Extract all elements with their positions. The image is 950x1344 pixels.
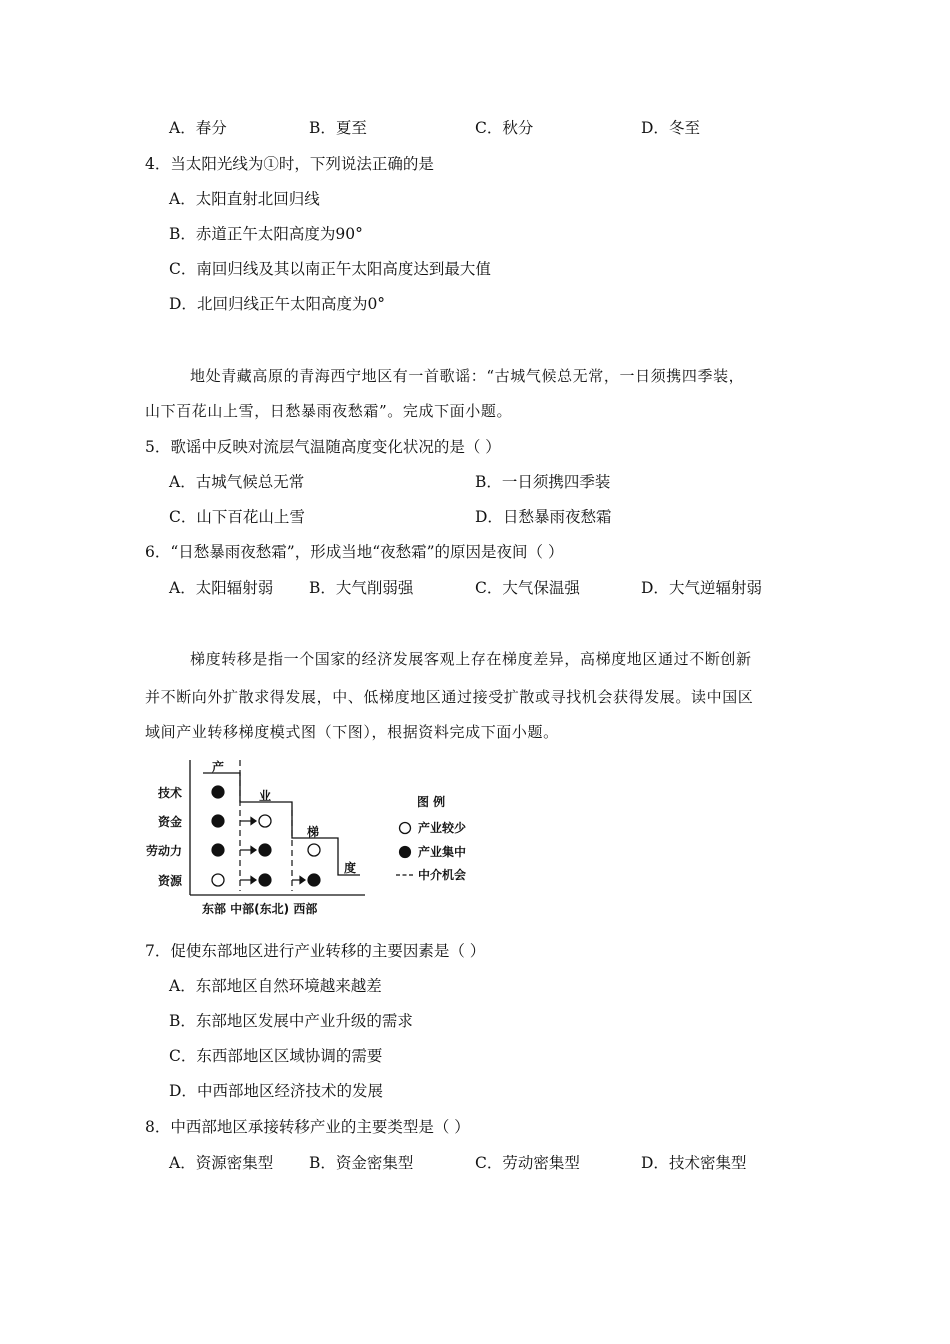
east-labor-dot [212,844,224,856]
legend-item-few: 产业较少 [418,821,467,835]
q3-option-c: C．秋分 [475,119,534,137]
legend-item-intermediary: 中介机会 [418,868,467,882]
passage2-line2: 并不断向外扩散求得发展，中、低梯度地区通过接受扩散或寻找机会获得发展。读中国区 [145,688,754,706]
row-label-resource: 资源 [158,874,183,888]
q8-option-d: D．技术密集型 [641,1154,747,1172]
q7-option-d: D．中西部地区经济技术的发展 [169,1082,383,1100]
row-label-capital: 资金 [158,815,183,829]
west-labor-dot [308,844,320,856]
q6-stem: 6．“日愁暴雨夜愁霜”，形成当地“夜愁霜”的原因是夜间（ ） [145,543,564,561]
legend-open-circle-icon [400,823,411,834]
q8-stem: 8．中西部地区承接转移产业的主要类型是（ ） [145,1118,470,1136]
q4-option-a: A．太阳直射北回归线 [169,190,320,208]
q4-option-b: B．赤道正午太阳高度为90° [169,225,363,243]
q4-option-c: C．南回归线及其以南正午太阳高度达到最大值 [169,260,491,278]
q3-option-b: B．夏至 [309,119,367,137]
q3-option-d: D．冬至 [641,119,700,137]
passage1-line2: 山下百花山上雪，日愁暴雨夜愁霜”。完成下面小题。 [145,402,513,420]
step-label-ti: 梯 [307,825,320,839]
passage2-line1: 梯度转移是指一个国家的经济发展客观上存在梯度差异，高梯度地区通过不断创新 [190,650,752,668]
q3-option-a: A．春分 [169,119,227,137]
q4-stem: 4．当太阳光线为①时，下列说法正确的是 [145,155,434,173]
east-tech-dot [212,786,224,798]
q8-option-c: C．劳动密集型 [475,1154,580,1172]
x-axis-label: 东部 中部(东北) 西部 [202,902,318,916]
central-resource-dot [259,874,271,886]
q6-option-c: C．大气保温强 [475,579,580,597]
q5-option-a: A．古城气候总无常 [169,473,305,491]
passage2-line3: 域间产业转移梯度模式图（下图），根据资料完成下面小题。 [145,723,559,741]
q8-option-a: A．资源密集型 [169,1154,274,1172]
legend-filled-circle-icon [400,847,411,858]
q5-option-b: B．一日须携四季装 [475,473,611,491]
q6-option-d: D．大气逆辐射弱 [641,579,762,597]
step-label-ye: 业 [259,789,272,803]
west-resource-dot [308,874,320,886]
q7-stem: 7．促使东部地区进行产业转移的主要因素是（ ） [145,942,486,960]
arrow-resource-east-head [251,877,256,884]
arrow-capital-east-head [251,818,256,825]
q8-option-b: B．资金密集型 [309,1154,414,1172]
passage1-line1: 地处青藏高原的青海西宁地区有一首歌谣：“古城气候总无常，一日须携四季装， [190,367,745,385]
legend-item-concentrated: 产业集中 [418,845,467,859]
gradient-staircase [203,773,360,875]
arrow-resource-central-head [300,877,305,884]
q7-option-a: A．东部地区自然环境越来越差 [169,977,382,995]
central-capital-dot [259,815,271,827]
arrow-labor-east-head [251,847,256,854]
q6-option-b: B．大气削弱强 [309,579,414,597]
row-label-labor: 劳动力 [146,844,183,858]
q6-option-a: A．太阳辐射弱 [169,579,274,597]
q5-option-d: D．日愁暴雨夜愁霜 [475,508,612,526]
q7-option-c: C．东西部地区区域协调的需要 [169,1047,383,1065]
q4-option-d: D．北回归线正午太阳高度为0° [169,295,386,313]
q5-stem: 5．歌谣中反映对流层气温随高度变化状况的是（ ） [145,438,501,456]
step-label-chan: 产 [212,760,225,774]
central-labor-dot [259,844,271,856]
q5-option-c: C．山下百花山上雪 [169,508,305,526]
step-label-du: 度 [344,861,357,875]
row-label-tech: 技术 [158,786,183,800]
q7-option-b: B．东部地区发展中产业升级的需求 [169,1012,413,1030]
legend-title: 图 例 [417,795,446,809]
east-capital-dot [212,815,224,827]
east-resource-dot [212,874,224,886]
industry-gradient-diagram [146,755,485,925]
